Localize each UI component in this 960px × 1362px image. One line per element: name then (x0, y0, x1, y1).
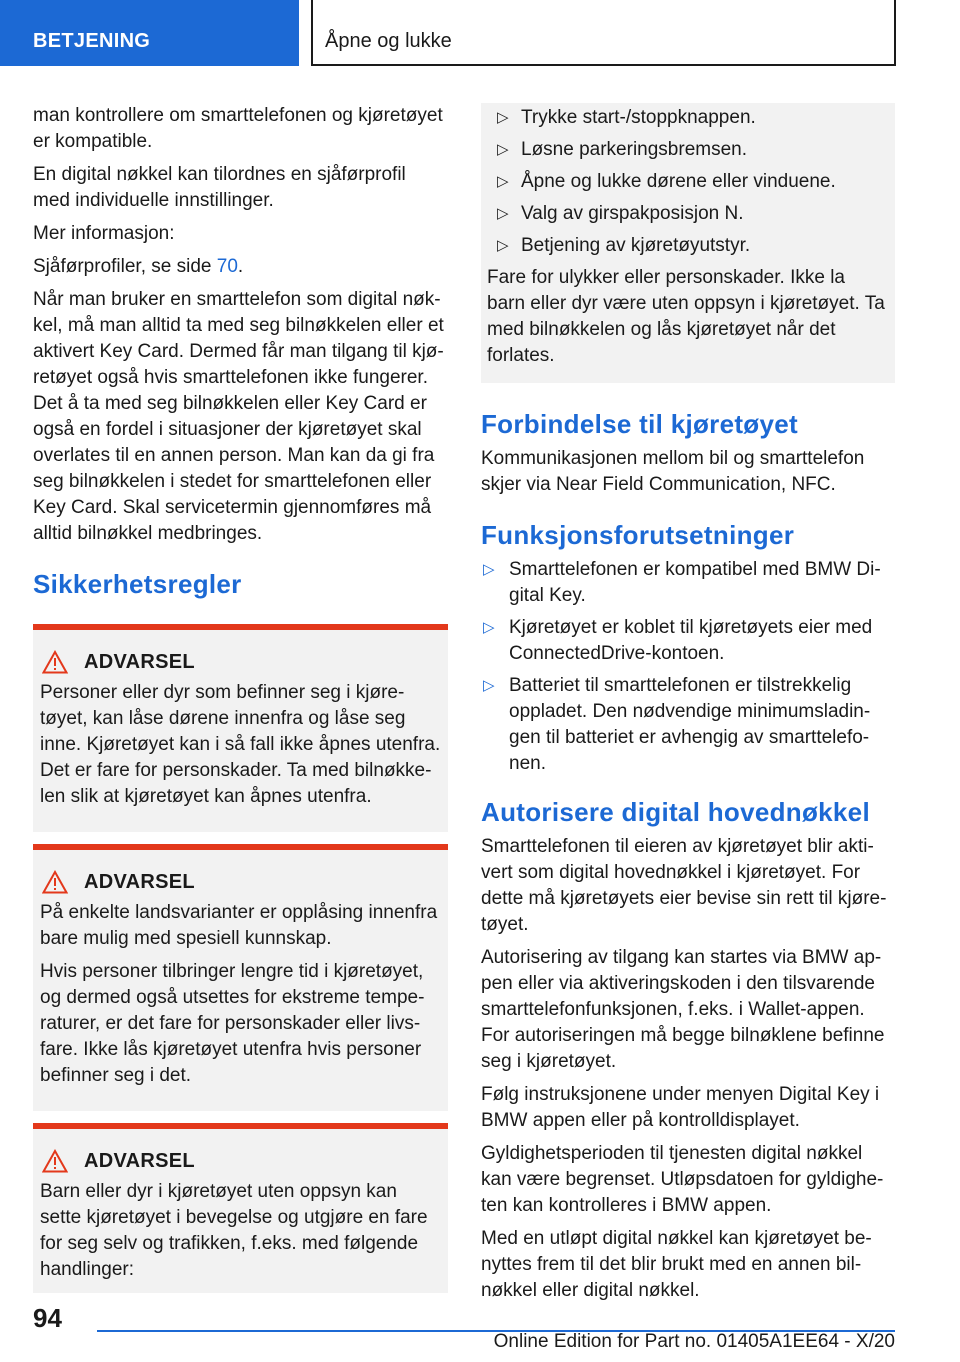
reference-text: Sjåførprofiler, se side (33, 256, 217, 277)
list-item (487, 137, 887, 163)
page-number: 94 (33, 1303, 62, 1333)
warning-text: Fare for ulykker eller personskader. Ikke la barn eller dyr være uten oppsyn i kjøretøyet. Ta med bilnøkkelen og lås kjøretøyet når det forlates. (487, 267, 885, 366)
list-item (487, 105, 887, 131)
paragraph: Når man bruker en smarttelefon som digital nøk-kel, må man alltid ta med seg bilnøkkelen eller et aktivert Key Card. Dermed får man tilgang til kjø-retøyet også hvis smarttelefonen ikke fungerer. Det å ta med seg bilnøkkelen eller Key Card er også en fordel i situasjoner der kjøretøyet skal overlates til en annen person. Man kan da gi fra seg bilnøkkelen i stedet for smarttelefonen eller Key Card. Skal servicetermin gjennomføres må alltid bilnøkkel medbringes. (33, 289, 444, 544)
list-item-text: Betjening av kjøretøyutstyr. (521, 235, 751, 256)
paragraph: man kontrollere om smarttelefonen og kjøretøyet er kompatible. (33, 105, 443, 152)
warning-box (33, 624, 448, 832)
paragraph: Autorisering av tilgang kan startes via BMW ap-pen eller via aktiveringskoden i den tilsvarende smarttelefonfunksjonen, f.eks. i Wallet-appen. For autoriseringen må begge bilnøklene befinne seg i kjøretøyet. (481, 947, 885, 1072)
warning-triangle-icon (42, 1149, 68, 1173)
paragraph: Mer informasjon: (33, 223, 175, 244)
paragraph: Gyldighetsperioden til tjenesten digital nøkkel kan være begrenset. Utløpsdatoen for gyldighe-ten kan kontrolleres i BMW appen. (481, 1143, 884, 1216)
triangle-right-icon: ▷ (497, 237, 509, 254)
warning-text: Barn eller dyr i kjøretøyet uten oppsyn kan sette kjøretøyet i bevegelse og utgjøre en fare for seg selv og trafikken, f.eks. med følgende handlinger: (40, 1181, 428, 1280)
left-column (33, 103, 448, 1293)
warning-box (33, 1123, 448, 1293)
triangle-right-icon: ▷ (483, 561, 495, 578)
list-item-text: Smarttelefonen er kompatibel med BMW Di-gital Key. (509, 559, 881, 606)
section-heading: Forbindelse til kjøretøyet (481, 409, 798, 439)
warning-text: Hvis personer tilbringer lengre tid i kjøretøyet, og dermed også utsettes for ekstreme tempe-raturer, er det fare for personskader eller livs-fare. Ikke lås kjøretøyet utenfra hvis personer befinner seg i det. (40, 961, 425, 1086)
warning-title: ADVARSEL (84, 1149, 195, 1172)
section-heading: Sikkerhetsregler (33, 569, 242, 599)
paragraph-reference (33, 254, 448, 280)
header-section-tab (0, 0, 299, 66)
list-item (487, 233, 887, 259)
triangle-right-icon: ▷ (497, 173, 509, 190)
paragraph: Smarttelefonen til eieren av kjøretøyet blir akti-vert som digital hovednøkkel i kjøretøyet. For dette må kjøretøyets eier bevise sin rett til kjøre-tøyet. (481, 836, 887, 935)
warning-title-row (40, 870, 441, 894)
list-item-text: Åpne og lukke dørene eller vinduene. (521, 171, 836, 192)
reference-suffix: . (237, 256, 244, 277)
warning-triangle-icon (42, 870, 68, 894)
header-section-label: BETJENING (33, 30, 151, 52)
warning-triangle-icon (42, 650, 68, 674)
paragraph: En digital nøkkel kan tilordnes en sjåførprofil med individuelle innstillinger. (33, 164, 406, 211)
list-item (487, 169, 887, 195)
triangle-right-icon: ▷ (497, 109, 509, 126)
header-title: Åpne og lukke (325, 30, 452, 52)
warning-text: Personer eller dyr som befinner seg i kjøre-tøyet, kan låse dørene innenfra og låse seg inne. Kjøretøyet kan i så fall ikke åpnes utenfra. Det er fare for personskader. Ta med bilnøkke-len slik at kjøretøyet kan åpnes utenfra. (40, 682, 441, 807)
list-item-text: Valg av girspakposisjon N. (521, 203, 744, 224)
list-item (481, 615, 895, 667)
triangle-right-icon: ▷ (497, 205, 509, 222)
page-link[interactable]: 70 (216, 256, 238, 277)
list-item (481, 673, 895, 777)
list-item (481, 557, 895, 609)
right-column (481, 103, 895, 1311)
warning-title: ADVARSEL (84, 870, 195, 893)
list-item-text: Kjøretøyet er koblet til kjøretøyets eier med ConnectedDrive-kontoen. (509, 617, 873, 664)
warning-title: ADVARSEL (84, 650, 195, 673)
list-item-text: Løsne parkeringsbremsen. (521, 139, 747, 160)
header-title-box (311, 0, 896, 66)
warning-continuation-box (481, 103, 895, 383)
paragraph: Følg instruksjonene under menyen Digital Key i BMW appen eller på kontrolldisplayet. (481, 1084, 880, 1131)
warning-title-row (40, 650, 441, 674)
section-heading: Funksjonsforutsetninger (481, 520, 795, 550)
section-heading: Autorisere digital hovednøkkel (481, 797, 870, 827)
list-item-text: Batteriet til smarttelefonen er tilstrekkelig oppladet. Den nødvendige minimumsladin-gen til batteriet er avhengig av smarttelefo-nen. (509, 675, 871, 774)
triangle-right-icon: ▷ (483, 619, 495, 636)
paragraph: Med en utløpt digital nøkkel kan kjøretøyet be-nyttes frem til det blir brukt med en annen bil-nøkkel eller digital nøkkel. (481, 1228, 872, 1301)
warning-text: På enkelte landsvarianter er opplåsing innenfra bare mulig med spesiell kunnskap. (40, 902, 438, 949)
list-item (487, 201, 887, 227)
triangle-right-icon: ▷ (497, 141, 509, 158)
paragraph: Kommunikasjonen mellom bil og smarttelefon skjer via Near Field Communication, NFC. (481, 448, 865, 495)
warning-title-row (40, 1149, 441, 1173)
triangle-right-icon: ▷ (483, 677, 495, 694)
list-item-text: Trykke start-/stoppknappen. (521, 107, 756, 128)
footer-edition: Online Edition for Part no. 01405A1EE64 - X/20 (493, 1331, 895, 1352)
warning-box (33, 844, 448, 1111)
